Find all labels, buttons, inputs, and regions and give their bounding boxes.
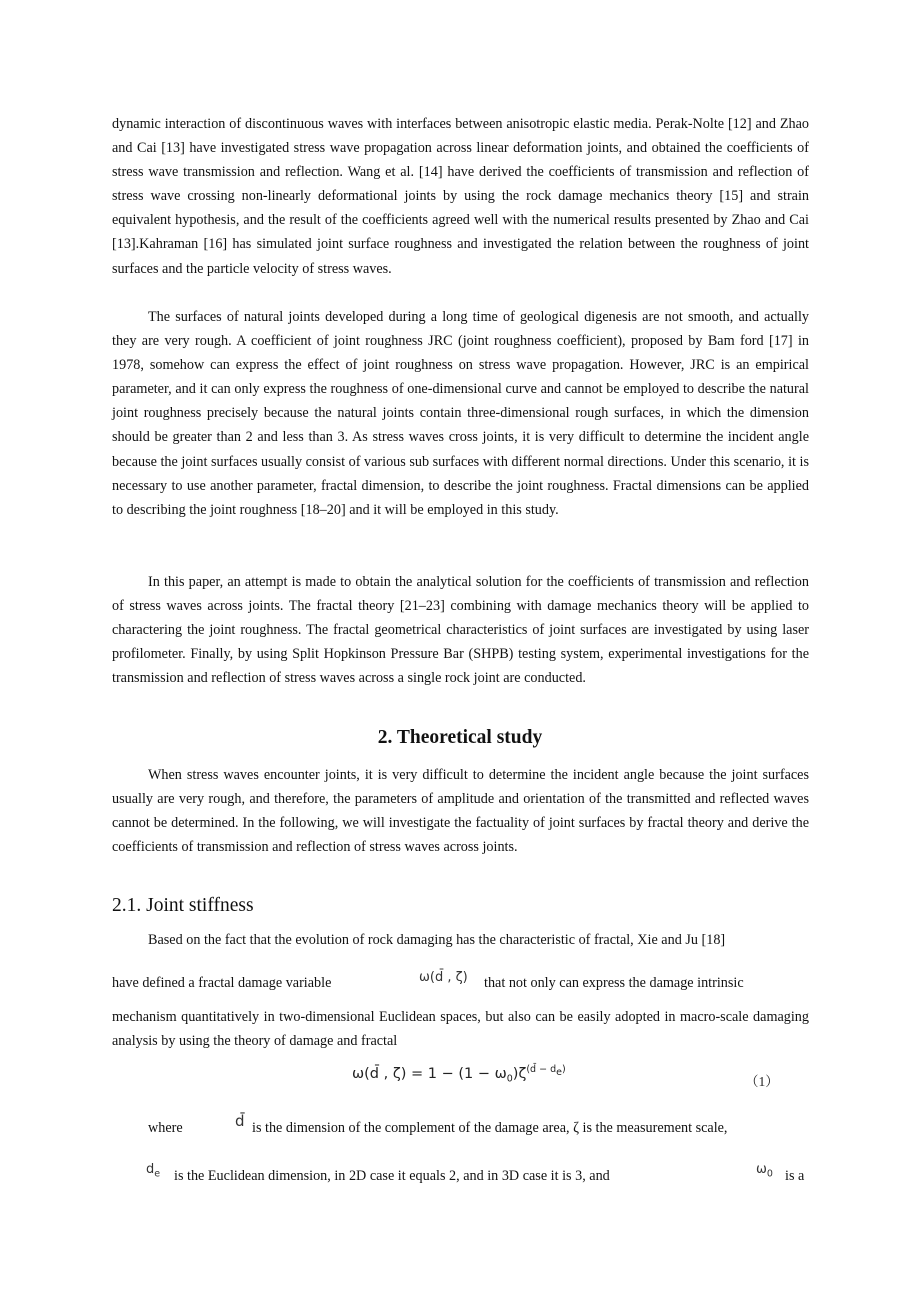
where-text-2: is the Euclidean dimension, in 2D case it equals 2, and in 3D case it is 3, and xyxy=(174,1168,610,1184)
equation-omega-sub: 0 xyxy=(506,1073,513,1085)
equation-number: （1） xyxy=(745,1074,779,1089)
paragraph-natural-joints: The surfaces of natural joints developed during a long time of geological digenesis are not smooth, and actually they are very rough. A coefficient of joint roughness JRC (joint roughness coefficient), proposed by Bam ford [17] in 1978, somehow can express the effect of joint roughness on stress wave propagation. However, JRC is an empirical parameter, and it can only express the roughness of one-dimensional curve and cannot be employed to describe the natural joint roughness precisely because the natural joints contain three-dimensional rough surfaces, in which the dimension should be greater than 2 and less than 3. As stress waves cross joints, it is very difficult to determine the incident angle because the joint surfaces usually consist of various sub surfaces with different normal directions. Under this scenario, it is necessary to use another parameter, fractal dimension, to describe the joint roughness. Fractal dimensions can be applied to describing the joint roughness [18–20] and it will be employed in this study. xyxy=(112,309,809,518)
inline-damage-variable: ω(d̄ , ζ) xyxy=(419,970,468,985)
paragraph-intro-continued: dynamic interaction of discontinuous waves with interfaces between anisotropic elastic media. Perak-Nolte [12] and Zhao and Cai [13] have investigated stress wave propagation across linear deformation joints, and obtained the coefficients of stress wave transmission and reflection. Wang et al. [14] have derived the coefficients of transmission and reflection of stress wave crossing non-linearly deformational joints by using the rock damage mechanics theory [15] and strain equivalent hypothesis, and the result of the coefficients agreed well with the numerical results presented by Zhao and Cai [13].Kahraman [16] has simulated joint surface roughness and investigated the relation between the roughness of joint surfaces and the particle velocity of stress waves. xyxy=(112,116,809,277)
where-text-3: is a xyxy=(785,1168,805,1184)
equation-exponent: (d̄ − d xyxy=(526,1064,557,1075)
equation-exponent-sub: e xyxy=(556,1066,562,1078)
paragraph-fractal-rest: mechanism quantitatively in two-dimensional Euclidean spaces, but also can be easily adopted in macro-scale damaging analysis by using the theory of damage and fractal xyxy=(112,1009,809,1050)
paragraph-fractal-line2a: have defined a fractal damage variable xyxy=(112,975,332,991)
paragraph-this-paper: In this paper, an attempt is made to obtain the analytical solution for the coefficients of transmission and reflection of stress waves across joints. The fractal theory [21–23] combining with damage mechanics theory will be applied to charactering the joint roughness. The fractal geometrical characteristics of joint surfaces are investigated by using laser profilometer. Finally, by using Split Hopkinson Pressure Bar (SHPB) testing system, experimental investigations for the transmission and reflection of stress waves across a single rock joint are conducted. xyxy=(112,574,809,687)
paragraph-fractal-line2b: that not only can express the damage intrinsic xyxy=(484,975,744,991)
equation-lhs: ω(d̄ , ζ) = 1 − (1 − ω xyxy=(352,1065,507,1082)
de-symbol: $d_e$ xyxy=(146,1162,161,1180)
paragraph-fractal-line1: Based on the fact that the evolution of rock damaging has the characteristic of fractal, Xie and Ju [18] xyxy=(148,932,726,948)
equation-mid: )ζ xyxy=(512,1065,527,1082)
equation-exponent-close: ) xyxy=(561,1064,566,1075)
where-label: where xyxy=(148,1120,183,1136)
omega0-symbol: $\omega_0$ xyxy=(756,1162,773,1180)
dbar-symbol: d̄ xyxy=(235,1112,245,1130)
section-heading: 2. Theoretical study xyxy=(377,727,543,748)
equation-1 xyxy=(352,1064,566,1085)
paragraph-theoretical-intro: When stress waves encounter joints, it is very difficult to determine the incident angle because the joint surfaces usually are very rough, and therefore, the parameters of amplitude and orientation of the transmitted and reflected waves cannot be determined. In the following, we will investigate the factuality of joint surfaces by fractal theory and derive the coefficients of transmission and reflection of stress waves across joints. xyxy=(112,767,809,856)
subsection-heading: 2.1. Joint stiffness xyxy=(112,895,254,916)
where-text-1: is the dimension of the complement of the damage area, ζ is the measurement scale, xyxy=(252,1120,728,1136)
